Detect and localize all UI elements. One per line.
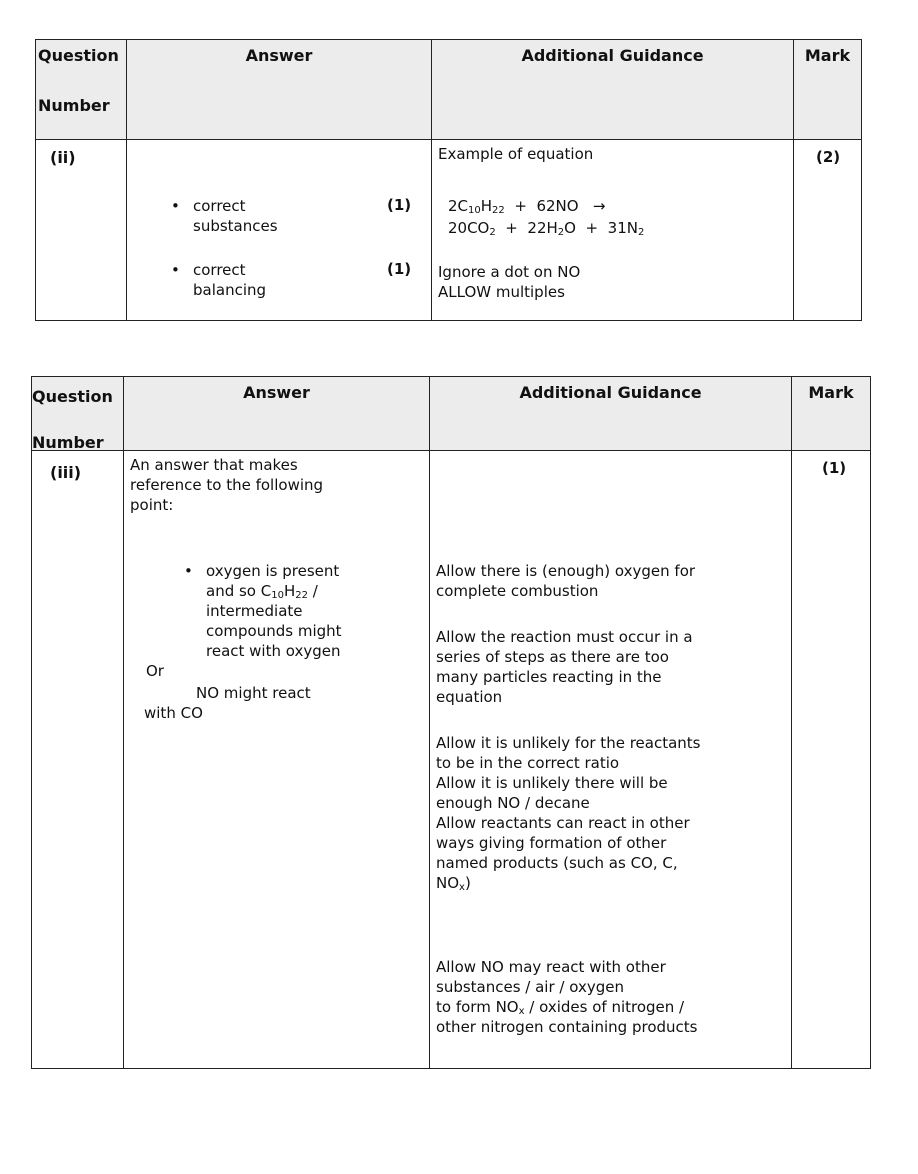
header-question-number (36, 40, 127, 140)
equation-line-1: $2C_{10}H_{22} + 62NO$ → (448, 197, 606, 216)
header-answer (124, 377, 430, 451)
guidance-cell (432, 140, 794, 321)
bullet-correct-balancing: • correct balancing (193, 260, 266, 300)
total-mark: (2) (816, 148, 841, 166)
header-guidance (432, 40, 794, 140)
guidance-block-3: Allow it is unlikely for the reactants to be in the correct ratio Allow it is unlikely there will be enough NO / decane Allow reactants can react in other ways giving formation of other named products (such as CO, C, $NO_x$) (436, 734, 701, 893)
header-mark-label: Mark (804, 46, 851, 65)
header-mark-label: Mark (808, 383, 854, 402)
question-number: (iii) (50, 463, 82, 482)
mark-scheme-table-1 (35, 39, 862, 321)
guidance-block-1: Allow there is (enough) oxygen for complete combustion (436, 562, 696, 600)
header-question-label: Question (38, 46, 119, 65)
header-answer-label: Answer (243, 383, 310, 402)
bullet-correct-substances: • correct substances (193, 196, 278, 236)
guidance-allow-multiples: ALLOW multiples (438, 283, 565, 301)
header-question-label: Question (32, 387, 113, 406)
or-label: Or (146, 662, 164, 680)
header-mark (794, 40, 862, 140)
guidance-ignore: Ignore a dot on NO (438, 263, 581, 281)
header-guidance (430, 377, 792, 451)
header-number-label: Number (38, 96, 110, 115)
equation-line-2: $20CO_2 + 22H_2O + 31N_2$ (448, 219, 645, 238)
header-number-label: Number (32, 433, 104, 452)
answer-cell (124, 451, 430, 1069)
header-answer-label: Answer (245, 46, 313, 65)
alt-answer-line2: with CO (144, 704, 203, 722)
answer-cell (127, 140, 432, 321)
header-question-number (32, 377, 124, 451)
answer-intro: An answer that makes reference to the following point: (130, 456, 324, 514)
bullet-oxygen-present: • oxygen is present and so $C_{10}H_{22}$ / intermediate compounds might react with oxygen (206, 561, 342, 661)
mark-cell (794, 140, 862, 321)
alt-answer-line1: NO might react (196, 684, 311, 702)
question-number-cell (36, 140, 127, 321)
header-guidance-label: Additional Guidance (521, 46, 704, 65)
header-guidance-label: Additional Guidance (519, 383, 702, 402)
header-answer (127, 40, 432, 140)
question-number: (ii) (50, 148, 76, 167)
total-mark: (1) (822, 459, 847, 477)
guidance-cell (430, 451, 792, 1069)
guidance-block-2: Allow the reaction must occur in a series of steps as there are too many particles reacting in the equation (436, 628, 693, 706)
mark-scheme-table-2 (31, 376, 871, 1069)
header-mark (792, 377, 871, 451)
guidance-example: Example of equation (438, 145, 594, 163)
bullet1-mark: (1) (387, 196, 412, 214)
guidance-block-4: Allow NO may react with other substances / air / oxygen to form $NO_x$ / oxides of nitrogen / other nitrogen containing products (436, 958, 698, 1036)
question-number-cell (32, 451, 124, 1069)
mark-cell (792, 451, 871, 1069)
bullet2-mark: (1) (387, 260, 412, 278)
